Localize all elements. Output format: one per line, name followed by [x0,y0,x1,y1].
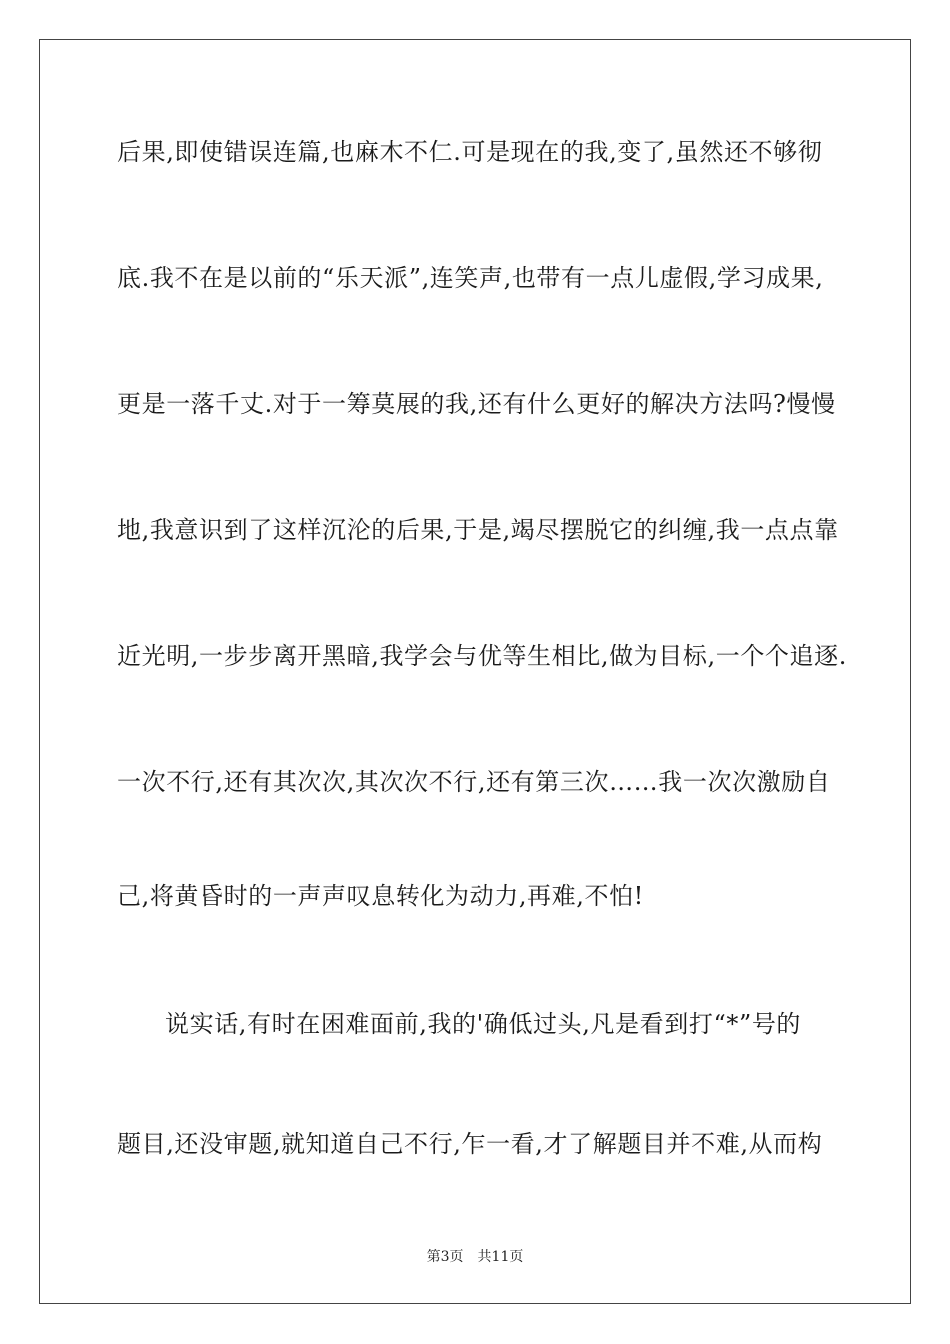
text-line: 后果,即使错误连篇,也麻木不仁.可是现在的我,变了,虽然还不够彻 [117,138,823,166]
text-line: 近光明,一步步离开黑暗,我学会与优等生相比,做为目标,一个个追逐. [117,642,847,670]
text-line: 题目,还没审题,就知道自己不行,乍一看,才了解题目并不难,从而构 [117,1130,823,1158]
text-line: 说实话,有时在困难面前,我的'确低过头,凡是看到打“*”号的 [165,1010,802,1038]
text-line: 底.我不在是以前的“乐天派”,连笑声,也带有一点儿虚假,学习成果, [117,264,824,292]
text-line: 一次不行,还有其次次,其次次不行,还有第三次……我一次次激励自 [117,768,831,796]
text-line: 更是一落千丈.对于一筹莫展的我,还有什么更好的解决方法吗?慢慢 [117,390,836,418]
page-border [39,39,911,1304]
page-number: 第3页 [426,1249,464,1265]
text-line: 己,将黄昏时的一声声叹息转化为动力,再难,不怕! [117,882,644,910]
page-footer [0,1248,950,1266]
page-total: 共11页 [477,1249,524,1265]
text-line: 地,我意识到了这样沉沦的后果,于是,竭尽摆脱它的纠缠,我一点点靠 [117,516,839,544]
